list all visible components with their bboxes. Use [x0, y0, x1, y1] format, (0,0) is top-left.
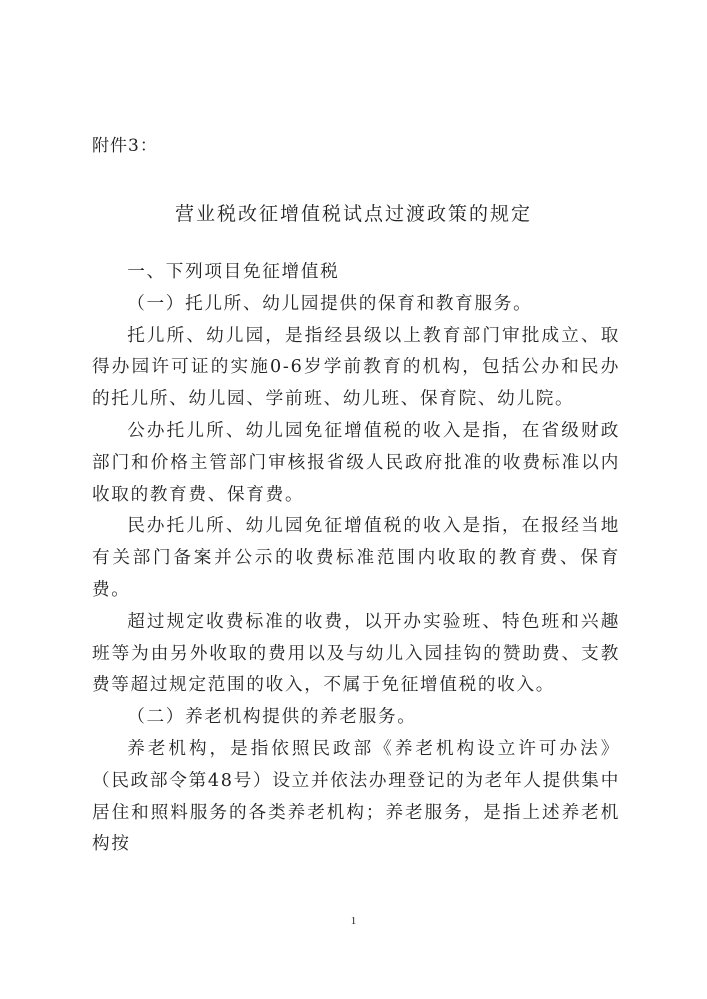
subsection-heading: （一）托儿所、幼儿园提供的保育和教育服务。 [127, 293, 533, 314]
body-paragraph: 养老机构，是指依照民政部《养老机构设立许可办法》（民政部令第48号）设立并依法办理登记的为老年人提供集中居住和照料服务的各类养老机构；养老服务，是指上述养老机构按 [92, 738, 620, 855]
body-paragraph: 超过规定收费标准的收费，以开办实验班、特色班和兴趣班等为由另外收取的费用以及与幼儿入园挂钩的赞助费、支教费等超过规定范围的收入，不属于免征增值税的收入。 [92, 611, 620, 696]
subsection-heading: （二）养老机构提供的养老服务。 [127, 707, 417, 728]
body-paragraph: 公办托儿所、幼儿园免征增值税的收入是指，在省级财政部门和价格主管部门审核报省级人民政府批准的收费标准以内收取的教育费、保育费。 [92, 420, 620, 505]
page-number: 1 [350, 915, 357, 927]
document-title: 营业税改征增值税试点过渡政策的规定 [174, 203, 532, 225]
attachment-label: 附件3： [92, 136, 158, 156]
document-body [92, 257, 620, 861]
body-paragraph: 民办托儿所、幼儿园免征增值税的收入是指，在报经当地有关部门备案并公示的收费标准范围内收取的教育费、保育费。 [92, 516, 620, 600]
section-heading: 一、下列项目免征增值税 [127, 262, 340, 282]
body-paragraph: 托儿所、幼儿园，是指经县级以上教育部门审批成立、取得办园许可证的实施0-6岁学前教育的机构，包括公办和民办的托儿所、幼儿园、学前班、幼儿班、保育院、幼儿院。 [92, 325, 620, 410]
